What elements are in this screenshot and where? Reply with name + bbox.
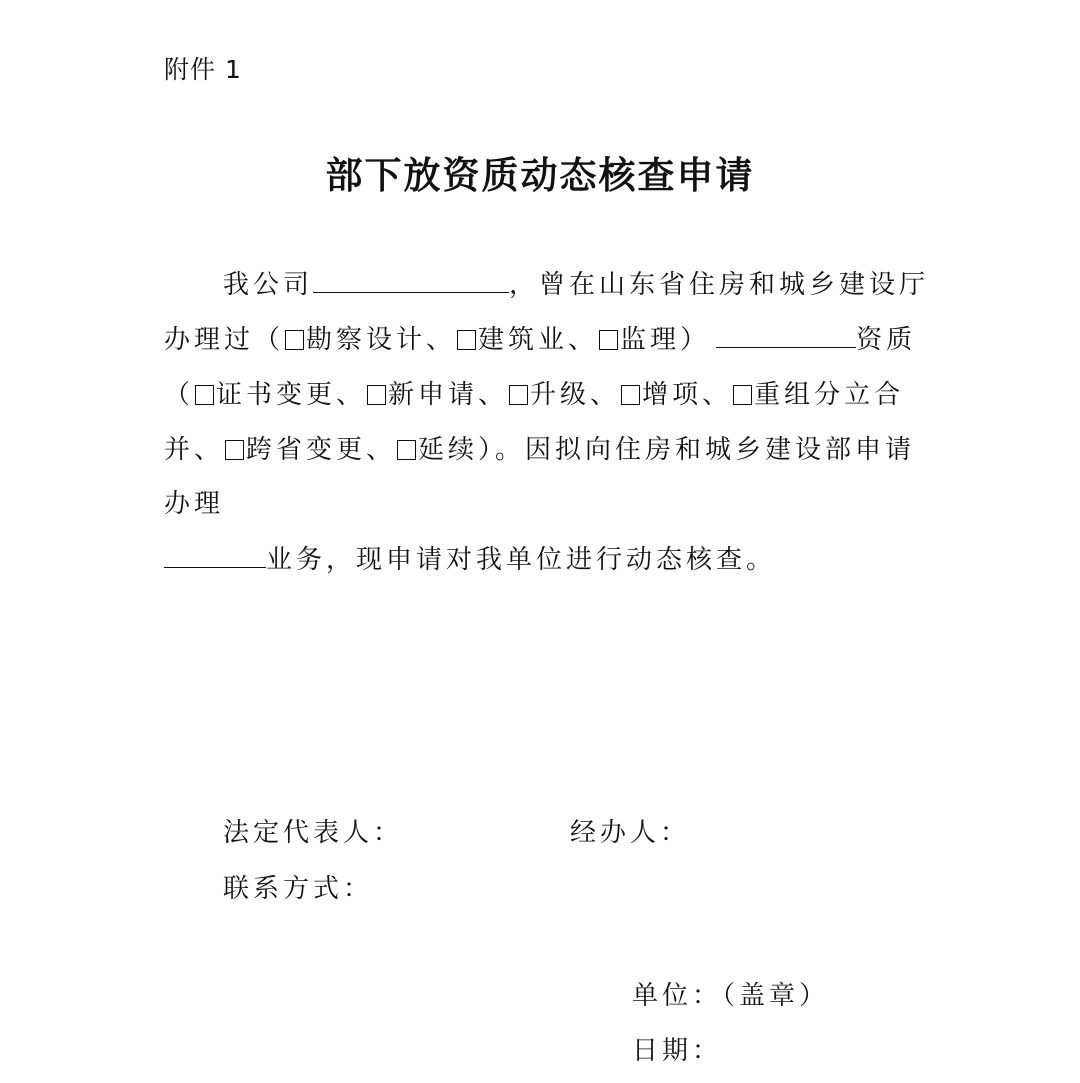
checkbox-construction[interactable] [457,330,476,350]
attachment-label: 附件 1 [164,55,242,84]
text-line1-end: ，曾在山东省住房和城乡建设厅 [509,270,930,300]
label-reorganization: 重组分立合 [754,380,905,410]
paragraph-line-1 [223,265,929,305]
paragraph-line-5 [164,484,224,524]
label-cert-change: 证书变更、 [216,380,367,410]
company-name-blank[interactable] [313,266,509,293]
text-merge: 并、 [164,435,225,465]
checkbox-new-application[interactable] [367,385,386,405]
text-line2-start: 办理过（ [164,325,285,355]
checkbox-cross-province[interactable] [225,440,244,460]
handler-label: 经办人： [570,818,691,848]
label-construction: 建筑业、 [478,325,599,355]
checkbox-renewal[interactable] [397,440,416,460]
checkbox-reorganization[interactable] [733,385,752,405]
form-title: 部下放资质动态核查申请 [325,154,755,197]
checkbox-supervision[interactable] [599,330,618,350]
text-paren-open: （ [164,380,195,410]
text-paren-close: ） [680,325,711,355]
label-survey-design: 勘察设计、 [306,325,457,355]
checkbox-cert-change[interactable] [195,385,214,405]
text-line4-end: ）。因拟向住房和城乡建设部申请 [478,435,916,465]
contact-label: 联系方式： [223,874,374,904]
paragraph-line-3 [164,375,904,415]
checkbox-survey-design[interactable] [285,330,304,350]
text-line6-end: 业务，现申请对我单位进行动态核查。 [266,545,777,575]
label-new-application: 新申请、 [388,380,509,410]
label-supervision: 监理 [620,325,681,355]
date-label: 日期： [632,1036,723,1066]
unit-seal-label: 单位：（盖章） [632,981,830,1011]
paragraph-line-6 [164,540,776,580]
checkbox-upgrade[interactable] [509,385,528,405]
checkbox-add-item[interactable] [621,385,640,405]
text-qualification: 资质 [856,325,917,355]
label-upgrade: 升级、 [530,380,621,410]
label-cross-province: 跨省变更、 [246,435,397,465]
label-renewal: 延续 [418,435,479,465]
paragraph-line-4 [164,430,915,470]
text-handle: 办理 [164,489,225,519]
text-company-prefix: 我公司 [223,270,314,300]
qualification-blank[interactable] [716,321,856,348]
legal-representative-label: 法定代表人： [223,818,404,848]
business-blank[interactable] [164,541,266,568]
label-add-item: 增项、 [642,380,733,410]
paragraph-line-2 [164,320,916,360]
